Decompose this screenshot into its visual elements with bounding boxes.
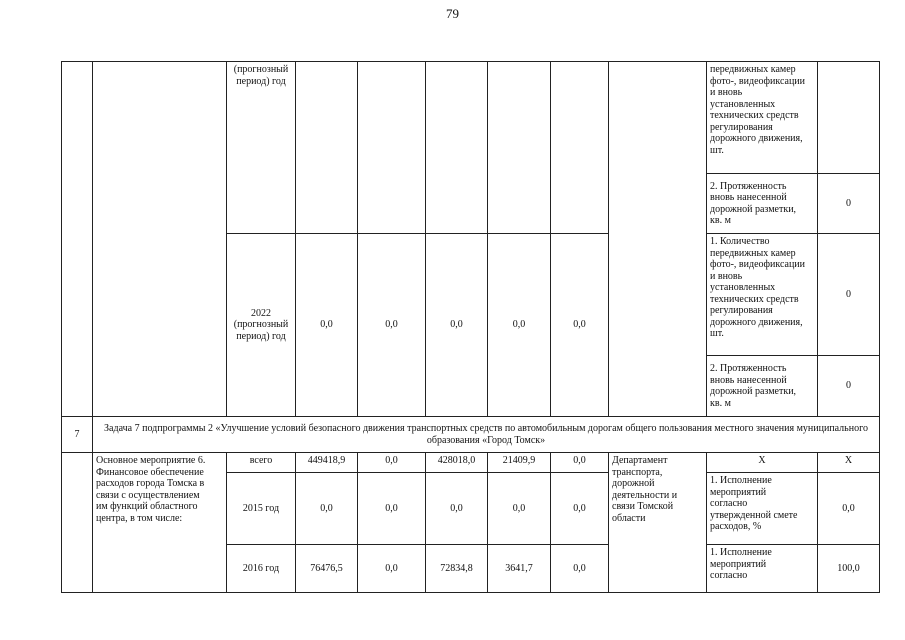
value-cell: 0,0 — [488, 234, 551, 417]
indicator-cell: 1. Исполнение мероприятий согласно — [707, 545, 818, 593]
indicator-value-cell: 0 — [818, 174, 880, 234]
period-cell: 2015 год — [227, 473, 296, 545]
program-table — [61, 61, 880, 593]
row-number-cell — [62, 62, 93, 417]
value-cell: 0,0 — [551, 473, 609, 545]
period-cell: 2016 год — [227, 545, 296, 593]
indicator-cell: Х — [707, 453, 818, 473]
value-cell: 0,0 — [296, 234, 358, 417]
indicator-cell: передвижных камер фото-, видеофиксации и вновь установленных технических средств регулирования дорожного движения, шт. — [707, 62, 818, 174]
measure-name-cell — [93, 62, 227, 417]
indicator-value-cell: 100,0 — [818, 545, 880, 593]
indicator-value-cell: 0 — [818, 356, 880, 417]
table-row — [62, 453, 880, 473]
indicator-cell: 2. Протяженность вновь нанесенной дорожной разметки, кв. м — [707, 356, 818, 417]
value-cell: 21409,9 — [488, 453, 551, 473]
indicator-cell: 1. Количество передвижных камер фото-, видеофиксации и вновь установленных технических средств регулирования дорожного движения, шт. — [707, 234, 818, 356]
indicator-value-cell: 0,0 — [818, 473, 880, 545]
value-cell: 72834,8 — [426, 545, 488, 593]
value-cell — [426, 62, 488, 234]
value-cell: 0,0 — [488, 473, 551, 545]
value-cell: 0,0 — [358, 545, 426, 593]
value-cell: 0,0 — [551, 545, 609, 593]
period-cell: (прогнозный период) год — [227, 62, 296, 234]
period-cell: всего — [227, 453, 296, 473]
value-cell: 76476,5 — [296, 545, 358, 593]
value-cell: 0,0 — [296, 473, 358, 545]
value-cell: 0,0 — [551, 234, 609, 417]
value-cell — [551, 62, 609, 234]
value-cell — [296, 62, 358, 234]
row-number-cell — [62, 453, 93, 593]
page-number: 79 — [446, 6, 459, 21]
value-cell: 0,0 — [426, 473, 488, 545]
table-row — [62, 62, 880, 174]
indicator-cell: 1. Исполнение мероприятий согласно утвержденной смете расходов, % — [707, 473, 818, 545]
indicator-cell: 2. Протяженность вновь нанесенной дорожной разметки, кв. м — [707, 174, 818, 234]
period-cell: 2022 (прогнозный период) год — [227, 234, 296, 417]
value-cell: 3641,7 — [488, 545, 551, 593]
value-cell: 428018,0 — [426, 453, 488, 473]
value-cell — [488, 62, 551, 234]
measure-name-cell: Основное мероприятие 6. Финансовое обеспечение расходов города Томска в связи с осуществлением им функций областного центра, в том числе: — [93, 453, 227, 593]
value-cell: 0,0 — [358, 453, 426, 473]
value-cell — [358, 62, 426, 234]
task-number: 7 — [62, 417, 93, 453]
indicator-value-cell: 0 — [818, 234, 880, 356]
task-row — [62, 417, 880, 453]
value-cell: 0,0 — [426, 234, 488, 417]
indicator-value-cell — [818, 62, 880, 174]
executor-cell: Департамент транспорта, дорожной деятельности и связи Томской области — [609, 453, 707, 593]
indicator-value-cell: Х — [818, 453, 880, 473]
value-cell: 0,0 — [551, 453, 609, 473]
task-title: Задача 7 подпрограммы 2 «Улучшение условий безопасного движения транспортных средств по автомобильным дорогам общего пользования местного значения муниципального образования «Город Томск» — [93, 417, 880, 453]
value-cell: 0,0 — [358, 473, 426, 545]
value-cell: 449418,9 — [296, 453, 358, 473]
executor-cell — [609, 62, 707, 417]
value-cell: 0,0 — [358, 234, 426, 417]
